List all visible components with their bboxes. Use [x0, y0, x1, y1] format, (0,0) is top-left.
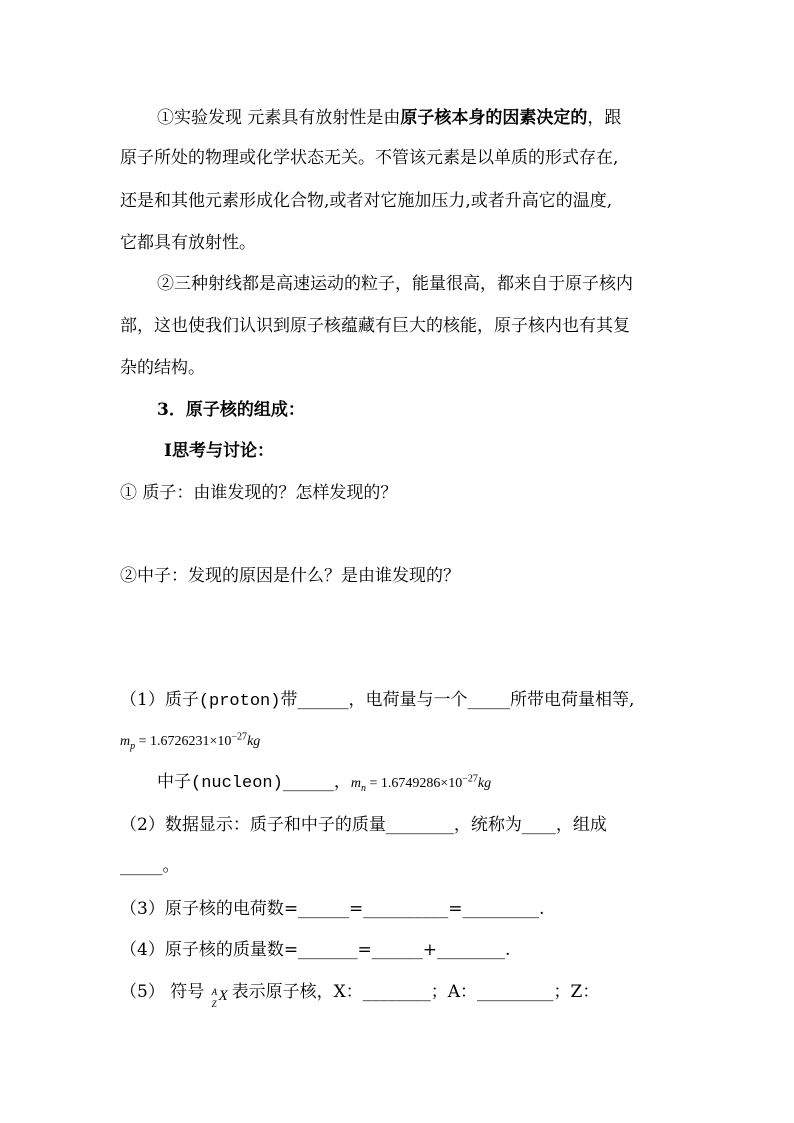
mp-value: = 1.6726231×10 [135, 734, 232, 749]
para1-text: ①实验发现 元素具有放射性是由 [157, 108, 401, 128]
mp-exponent: −27 [231, 731, 248, 743]
item-1-label: （1）质子 [120, 690, 199, 710]
question-proton: ① 质子：由谁发现的？怎样发现的？ [120, 483, 398, 503]
item-4-mass-number: （4）原子核的质量数=_______=______+________. [120, 940, 511, 960]
neutron-mass-math [350, 773, 492, 794]
neutron-english: (nucleon) [191, 774, 283, 793]
mp-unit: kg [247, 734, 261, 749]
item-5-text: 表示原子核，X：________；A：_________；Z： [231, 982, 600, 1002]
mn-symbol: m [350, 776, 361, 791]
neutron-label: 中子 [157, 772, 191, 792]
question-neutron: ②中子：发现的原因是什么？是由谁发现的？ [120, 566, 460, 586]
neutron-line [157, 770, 491, 796]
item-5-symbol [120, 980, 600, 1009]
item-2-line1: （2）数据显示：质子和中子的质量________，统称为____，组成 [120, 815, 607, 835]
nuclide-element-symbol: X [218, 987, 228, 1004]
para2-line3: 杂的结构。 [120, 358, 205, 378]
section-heading: 3．原子核的组成： [157, 400, 305, 420]
item-2-line2: _____。 [120, 856, 180, 876]
mp-subscript: p [130, 740, 136, 752]
item-1-proton [120, 688, 634, 714]
section-subheading: Ⅰ思考与讨论： [164, 441, 274, 461]
mn-value: = 1.6749286×10 [365, 776, 463, 791]
mn-subscript: n [360, 782, 366, 794]
item-5-label: （5） 符号 [120, 982, 205, 1002]
mn-exponent: −27 [462, 773, 478, 785]
para1-line4: 它都具有放射性。 [120, 233, 256, 253]
nuclide-symbol [210, 983, 232, 1009]
proton-mass-math [120, 731, 261, 752]
item-3-charge-number: （3）原子核的电荷数=______=__________=_________. [120, 899, 545, 919]
mp-symbol: m [120, 734, 131, 749]
para1-bold-text: 原子核本身的因素决定的 [400, 108, 588, 128]
para1-line1 [157, 106, 621, 130]
mn-unit: kg [477, 776, 492, 791]
para1-line2: 原子所处的物理或化学状态无关。不管该元素是以单质的形式存在, [120, 148, 619, 168]
neutron-blank: ______， [282, 772, 351, 792]
para2-line2: 部，这也使我们认识到原子核蕴藏有巨大的核能，原子核内也有其复 [120, 316, 630, 336]
nuclide-mass-number: A [211, 986, 218, 997]
proton-english: (proton) [198, 692, 281, 711]
para1-text-end: ，跟 [587, 108, 622, 128]
item-1-text: 带______，电荷量与一个_____所带电荷量相等, [280, 690, 635, 710]
para2-line1: ②三种射线都是高速运动的粒子，能量很高，都来自于原子核内 [157, 274, 633, 294]
para1-line3: 还是和其他元素形成化合物,或者对它施加压力,或者升高它的温度, [120, 191, 613, 211]
nuclide-atomic-number: Z [211, 998, 217, 1009]
proton-mass-formula [120, 728, 260, 754]
